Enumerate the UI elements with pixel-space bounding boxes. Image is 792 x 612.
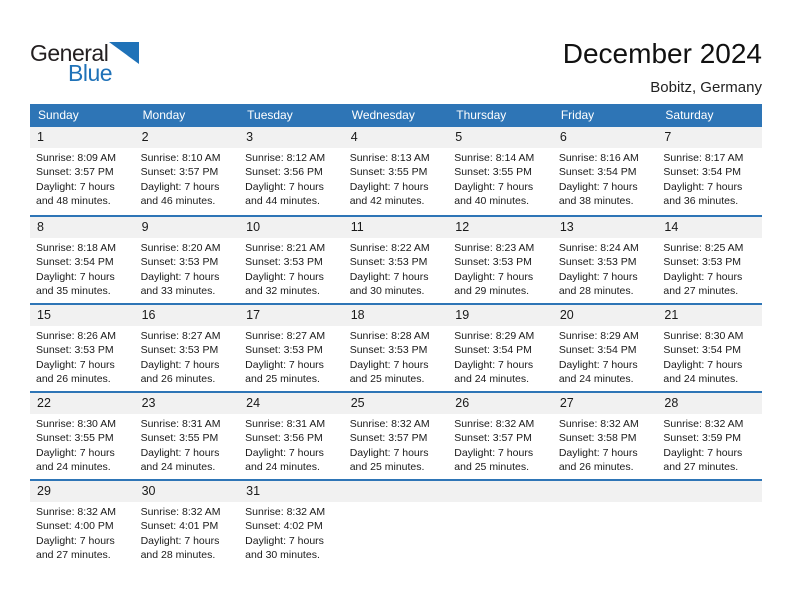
- weekday-header-wednesday: Wednesday: [351, 108, 415, 122]
- cell-detail-line: Sunrise: 8:23 AM: [454, 242, 535, 254]
- cell-detail-line: Daylight: 7 hours: [558, 180, 638, 193]
- cell-detail-line: Sunrise: 8:18 AM: [36, 242, 116, 254]
- cell-detail-line: and 25 minutes.: [454, 461, 529, 474]
- cell-detail-line: and 24 minutes.: [663, 373, 739, 386]
- calendar-cell-day-3: [239, 127, 344, 215]
- day-number: 3: [239, 127, 344, 148]
- day-number: 18: [344, 305, 449, 326]
- cell-detail-line: Sunrise: 8:30 AM: [36, 418, 116, 430]
- general-blue-logo: [30, 40, 150, 88]
- cell-detail-line: Sunrise: 8:13 AM: [349, 152, 430, 164]
- day-number: 19: [448, 305, 553, 326]
- cell-detail-line: Sunset: 3:54 PM: [558, 344, 637, 357]
- sun-details: [135, 414, 240, 475]
- cell-detail-line: and 27 minutes.: [663, 461, 739, 474]
- cell-detail-line: and 27 minutes.: [36, 549, 111, 562]
- cell-detail-line: Sunset: 4:00 PM: [36, 520, 114, 533]
- calendar-cell-day-25: [344, 393, 449, 479]
- day-number: 20: [553, 305, 658, 326]
- day-number: 10: [239, 217, 344, 238]
- cell-detail-line: Daylight: 7 hours: [245, 358, 324, 371]
- day-number: 26: [448, 393, 553, 414]
- cell-detail-line: Daylight: 7 hours: [36, 180, 115, 193]
- cell-detail-line: and 26 minutes.: [140, 373, 216, 386]
- weekday-header-saturday: Saturday: [665, 108, 714, 122]
- day-number: 9: [135, 217, 240, 238]
- cell-detail-line: Sunrise: 8:26 AM: [36, 330, 116, 342]
- calendar-cell-empty: [344, 481, 449, 567]
- cell-detail-line: Sunrise: 8:27 AM: [140, 330, 221, 342]
- cell-detail-line: Sunset: 3:53 PM: [454, 256, 532, 269]
- cell-detail-line: and 42 minutes.: [349, 195, 425, 208]
- calendar-cell-day-6: [553, 127, 658, 215]
- cell-detail-line: Daylight: 7 hours: [454, 270, 534, 283]
- calendar-cell-day-10: [239, 217, 344, 303]
- logo-triangle-icon: [109, 42, 139, 64]
- cell-detail-line: Sunset: 3:53 PM: [245, 256, 323, 269]
- sun-details: [657, 326, 762, 387]
- day-number: 16: [135, 305, 240, 326]
- cell-detail-line: Daylight: 7 hours: [140, 446, 220, 459]
- cell-detail-line: Sunset: 3:57 PM: [140, 166, 219, 179]
- day-number: 2: [135, 127, 240, 148]
- cell-detail-line: Daylight: 7 hours: [663, 270, 743, 283]
- calendar-grid: [30, 104, 762, 567]
- cell-detail-line: Sunset: 3:55 PM: [140, 432, 219, 445]
- sun-details: [553, 414, 658, 475]
- day-number: 30: [135, 481, 240, 502]
- day-number: 8: [30, 217, 135, 238]
- cell-detail-line: and 28 minutes.: [140, 549, 216, 562]
- cell-detail-line: Sunset: 4:02 PM: [245, 520, 323, 533]
- cell-detail-line: Sunrise: 8:24 AM: [558, 242, 639, 254]
- calendar-cell-day-5: [448, 127, 553, 215]
- cell-detail-line: Daylight: 7 hours: [349, 270, 429, 283]
- cell-detail-line: Sunset: 3:57 PM: [454, 432, 532, 445]
- cell-detail-line: and 48 minutes.: [36, 195, 111, 208]
- sun-details: [657, 414, 762, 475]
- calendar-cell-day-4: [344, 127, 449, 215]
- cell-detail-line: and 32 minutes.: [245, 285, 320, 298]
- day-number: 7: [657, 127, 762, 148]
- calendar-cell-day-30: [135, 481, 240, 567]
- cell-detail-line: Daylight: 7 hours: [349, 446, 429, 459]
- cell-detail-line: Sunrise: 8:32 AM: [245, 506, 326, 518]
- cell-detail-line: Daylight: 7 hours: [558, 358, 638, 371]
- sun-details: [344, 326, 449, 387]
- cell-detail-line: Daylight: 7 hours: [663, 358, 743, 371]
- cell-detail-line: and 46 minutes.: [140, 195, 216, 208]
- cell-detail-line: Daylight: 7 hours: [663, 446, 743, 459]
- cell-detail-line: and 24 minutes.: [140, 461, 216, 474]
- cell-detail-line: and 38 minutes.: [558, 195, 634, 208]
- day-number: [344, 481, 449, 502]
- calendar-cell-day-2: [135, 127, 240, 215]
- cell-detail-line: and 40 minutes.: [454, 195, 529, 208]
- cell-detail-line: Sunrise: 8:16 AM: [558, 152, 639, 164]
- week-row: [30, 391, 762, 479]
- cell-detail-line: Sunset: 3:59 PM: [663, 432, 742, 445]
- cell-detail-line: and 25 minutes.: [349, 373, 425, 386]
- sun-details: [344, 238, 449, 299]
- calendar-cell-day-28: [657, 393, 762, 479]
- cell-detail-line: and 26 minutes.: [36, 373, 111, 386]
- cell-detail-line: Sunset: 3:55 PM: [349, 166, 428, 179]
- week-row: [30, 215, 762, 303]
- cell-detail-line: Sunset: 3:55 PM: [454, 166, 532, 179]
- sun-details: [239, 414, 344, 475]
- sun-details: [30, 414, 135, 475]
- sun-details: [135, 502, 240, 563]
- calendar-cell-day-23: [135, 393, 240, 479]
- cell-detail-line: Sunset: 3:53 PM: [349, 256, 428, 269]
- cell-detail-line: Sunset: 3:54 PM: [663, 166, 742, 179]
- sun-details: [30, 502, 135, 563]
- calendar-cell-day-16: [135, 305, 240, 391]
- week-row: [30, 303, 762, 391]
- cell-detail-line: Sunrise: 8:32 AM: [454, 418, 535, 430]
- calendar-cell-day-31: [239, 481, 344, 567]
- day-number: 1: [30, 127, 135, 148]
- cell-detail-line: and 35 minutes.: [36, 285, 111, 298]
- cell-detail-line: Daylight: 7 hours: [140, 358, 220, 371]
- sun-details: [448, 326, 553, 387]
- page-title: December 2024: [562, 38, 762, 69]
- cell-detail-line: Sunset: 3:57 PM: [349, 432, 428, 445]
- day-number: 21: [657, 305, 762, 326]
- sun-details: [553, 326, 658, 387]
- cell-detail-line: Sunrise: 8:22 AM: [349, 242, 430, 254]
- weekday-header-monday: Monday: [142, 108, 186, 122]
- weekday-header-thursday: Thursday: [456, 108, 507, 122]
- calendar-cell-empty: [553, 481, 658, 567]
- cell-detail-line: Sunset: 3:55 PM: [36, 432, 114, 445]
- cell-detail-line: and 29 minutes.: [454, 285, 529, 298]
- cell-detail-line: and 30 minutes.: [245, 549, 320, 562]
- calendar-cell-day-13: [553, 217, 658, 303]
- cell-detail-line: Sunset: 3:56 PM: [245, 432, 323, 445]
- cell-detail-line: Sunrise: 8:32 AM: [558, 418, 639, 430]
- sun-details: [239, 148, 344, 209]
- weeks-container: [30, 127, 762, 567]
- cell-detail-line: Sunrise: 8:12 AM: [245, 152, 326, 164]
- sun-details: [135, 238, 240, 299]
- calendar-cell-day-29: [30, 481, 135, 567]
- sun-details: [448, 238, 553, 299]
- calendar-cell-day-1: [30, 127, 135, 215]
- cell-detail-line: Sunrise: 8:27 AM: [245, 330, 326, 342]
- calendar-cell-day-22: [30, 393, 135, 479]
- weekday-header-sunday: Sunday: [38, 108, 79, 122]
- cell-detail-line: Sunset: 3:53 PM: [558, 256, 637, 269]
- cell-detail-line: Daylight: 7 hours: [36, 534, 115, 547]
- cell-detail-line: Daylight: 7 hours: [140, 270, 220, 283]
- calendar-cell-day-20: [553, 305, 658, 391]
- sun-details: [553, 238, 658, 299]
- cell-detail-line: Sunset: 3:53 PM: [140, 344, 219, 357]
- day-number: 22: [30, 393, 135, 414]
- cell-detail-line: and 25 minutes.: [245, 373, 320, 386]
- day-number: 5: [448, 127, 553, 148]
- cell-detail-line: Daylight: 7 hours: [349, 180, 429, 193]
- cell-detail-line: Sunrise: 8:32 AM: [140, 506, 221, 518]
- cell-detail-line: Daylight: 7 hours: [245, 270, 324, 283]
- calendar-cell-day-26: [448, 393, 553, 479]
- cell-detail-line: Sunrise: 8:09 AM: [36, 152, 116, 164]
- cell-detail-line: Sunrise: 8:31 AM: [140, 418, 221, 430]
- cell-detail-line: Sunrise: 8:29 AM: [558, 330, 639, 342]
- cell-detail-line: Sunrise: 8:14 AM: [454, 152, 535, 164]
- cell-detail-line: Daylight: 7 hours: [245, 180, 324, 193]
- cell-detail-line: Daylight: 7 hours: [454, 446, 534, 459]
- cell-detail-line: and 24 minutes.: [36, 461, 111, 474]
- cell-detail-line: Sunrise: 8:30 AM: [663, 330, 744, 342]
- cell-detail-line: Daylight: 7 hours: [140, 180, 220, 193]
- sun-details: [30, 148, 135, 209]
- cell-detail-line: Sunset: 4:01 PM: [140, 520, 219, 533]
- sun-details: [30, 326, 135, 387]
- sun-details: [657, 238, 762, 299]
- calendar-cell-empty: [448, 481, 553, 567]
- cell-detail-line: Sunset: 3:56 PM: [245, 166, 323, 179]
- logo-text-general: General: [30, 40, 109, 66]
- cell-detail-line: Daylight: 7 hours: [454, 358, 534, 371]
- sun-details: [344, 148, 449, 209]
- day-number: 15: [30, 305, 135, 326]
- cell-detail-line: Sunset: 3:58 PM: [558, 432, 637, 445]
- week-row: [30, 479, 762, 567]
- calendar-cell-day-12: [448, 217, 553, 303]
- calendar-cell-day-17: [239, 305, 344, 391]
- day-number: 17: [239, 305, 344, 326]
- day-number: 24: [239, 393, 344, 414]
- cell-detail-line: Sunrise: 8:25 AM: [663, 242, 744, 254]
- cell-detail-line: Sunrise: 8:17 AM: [663, 152, 744, 164]
- cell-detail-line: Sunrise: 8:32 AM: [663, 418, 744, 430]
- sun-details: [448, 414, 553, 475]
- calendar-cell-day-19: [448, 305, 553, 391]
- day-number: [553, 481, 658, 502]
- sun-details: [135, 148, 240, 209]
- cell-detail-line: and 30 minutes.: [349, 285, 425, 298]
- cell-detail-line: Sunset: 3:57 PM: [36, 166, 114, 179]
- day-number: [448, 481, 553, 502]
- sun-details: [448, 148, 553, 209]
- cell-detail-line: Daylight: 7 hours: [558, 270, 638, 283]
- cell-detail-line: and 27 minutes.: [663, 285, 739, 298]
- day-number: 29: [30, 481, 135, 502]
- calendar-cell-day-8: [30, 217, 135, 303]
- cell-detail-line: Sunset: 3:54 PM: [558, 166, 637, 179]
- calendar-cell-day-7: [657, 127, 762, 215]
- cell-detail-line: and 36 minutes.: [663, 195, 739, 208]
- sun-details: [239, 326, 344, 387]
- day-number: [657, 481, 762, 502]
- day-number: 4: [344, 127, 449, 148]
- cell-detail-line: Sunrise: 8:21 AM: [245, 242, 326, 254]
- day-number: 28: [657, 393, 762, 414]
- cell-detail-line: and 44 minutes.: [245, 195, 320, 208]
- cell-detail-line: and 26 minutes.: [558, 461, 634, 474]
- day-number: 27: [553, 393, 658, 414]
- cell-detail-line: Sunset: 3:54 PM: [36, 256, 114, 269]
- cell-detail-line: Sunrise: 8:10 AM: [140, 152, 221, 164]
- day-number: 13: [553, 217, 658, 238]
- sun-details: [344, 414, 449, 475]
- cell-detail-line: Sunrise: 8:31 AM: [245, 418, 326, 430]
- cell-detail-line: Sunrise: 8:29 AM: [454, 330, 535, 342]
- cell-detail-line: Sunset: 3:53 PM: [36, 344, 114, 357]
- cell-detail-line: Sunrise: 8:20 AM: [140, 242, 221, 254]
- day-number: 11: [344, 217, 449, 238]
- cell-detail-line: and 24 minutes.: [454, 373, 529, 386]
- sun-details: [239, 238, 344, 299]
- cell-detail-line: Daylight: 7 hours: [245, 534, 324, 547]
- day-number: 31: [239, 481, 344, 502]
- cell-detail-line: Sunset: 3:53 PM: [663, 256, 742, 269]
- cell-detail-line: and 33 minutes.: [140, 285, 216, 298]
- cell-detail-line: Daylight: 7 hours: [36, 358, 115, 371]
- cell-detail-line: Daylight: 7 hours: [36, 446, 115, 459]
- calendar-cell-day-9: [135, 217, 240, 303]
- sun-details: [30, 238, 135, 299]
- cell-detail-line: Sunrise: 8:32 AM: [36, 506, 116, 518]
- sun-details: [239, 502, 344, 563]
- day-number: 23: [135, 393, 240, 414]
- weekday-header-row: [30, 104, 762, 127]
- cell-detail-line: Daylight: 7 hours: [558, 446, 638, 459]
- cell-detail-line: Sunrise: 8:32 AM: [349, 418, 430, 430]
- calendar-cell-day-14: [657, 217, 762, 303]
- day-number: 25: [344, 393, 449, 414]
- sun-details: [657, 148, 762, 209]
- cell-detail-line: and 24 minutes.: [558, 373, 634, 386]
- cell-detail-line: Daylight: 7 hours: [140, 534, 220, 547]
- cell-detail-line: Daylight: 7 hours: [245, 446, 324, 459]
- calendar-cell-day-15: [30, 305, 135, 391]
- cell-detail-line: and 24 minutes.: [245, 461, 320, 474]
- cell-detail-line: Sunset: 3:53 PM: [140, 256, 219, 269]
- cell-detail-line: Sunrise: 8:28 AM: [349, 330, 430, 342]
- day-number: 14: [657, 217, 762, 238]
- cell-detail-line: and 28 minutes.: [558, 285, 634, 298]
- calendar-cell-day-24: [239, 393, 344, 479]
- cell-detail-line: Sunset: 3:54 PM: [454, 344, 532, 357]
- day-number: 6: [553, 127, 658, 148]
- cell-detail-line: Sunset: 3:53 PM: [349, 344, 428, 357]
- weekday-header-friday: Friday: [560, 108, 595, 122]
- calendar-cell-day-11: [344, 217, 449, 303]
- cell-detail-line: and 25 minutes.: [349, 461, 425, 474]
- week-row: [30, 127, 762, 215]
- sun-details: [135, 326, 240, 387]
- cell-detail-line: Sunset: 3:53 PM: [245, 344, 323, 357]
- cell-detail-line: Daylight: 7 hours: [36, 270, 115, 283]
- sun-details: [553, 148, 658, 209]
- day-number: 12: [448, 217, 553, 238]
- calendar-cell-empty: [657, 481, 762, 567]
- calendar-cell-day-21: [657, 305, 762, 391]
- calendar-cell-day-27: [553, 393, 658, 479]
- weekday-header-tuesday: Tuesday: [247, 108, 293, 122]
- cell-detail-line: Sunset: 3:54 PM: [663, 344, 742, 357]
- cell-detail-line: Daylight: 7 hours: [663, 180, 743, 193]
- calendar-cell-day-18: [344, 305, 449, 391]
- cell-detail-line: Daylight: 7 hours: [454, 180, 534, 193]
- logo-text-blue: Blue: [68, 60, 113, 86]
- location-subtitle: Bobitz, Germany: [650, 79, 762, 96]
- cell-detail-line: Daylight: 7 hours: [349, 358, 429, 371]
